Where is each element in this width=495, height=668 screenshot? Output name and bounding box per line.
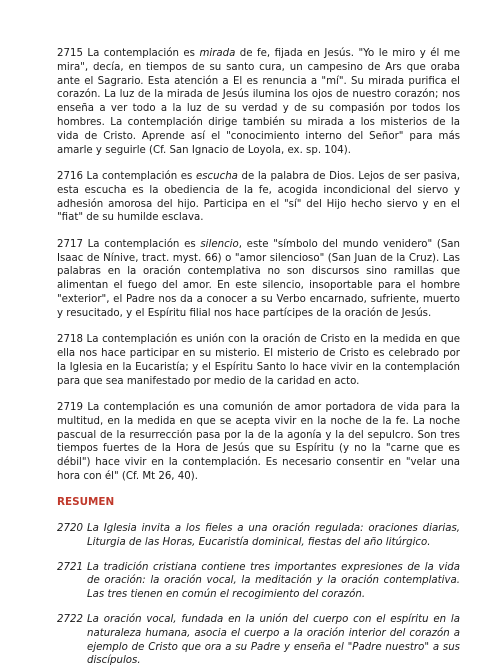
- paragraph-2716: [57, 170, 460, 225]
- paragraph-emphasis: escucha: [195, 170, 238, 182]
- summary-item-2721: [57, 561, 460, 602]
- summary-text: La Iglesia invita a los fieles a una oración regulada: oraciones diarias, Liturgia de las Horas, Eucaristía dominical, fiestas del año litúrgico.: [87, 523, 460, 548]
- summary-number: 2722: [57, 614, 83, 626]
- paragraph-emphasis: mirada: [199, 48, 236, 59]
- paragraph-text: 2716 La contemplación es: [57, 170, 196, 182]
- paragraph-emphasis: silencio: [200, 238, 239, 250]
- paragraph-2717: [57, 238, 460, 321]
- summary-number: 2720: [57, 523, 83, 535]
- paragraph-2715: [57, 47, 460, 157]
- paragraph-text: de fe, fijada en Jesús. "Yo le miro y él me mira", decía, en tiempos de su santo cura, un campesino de Ars que oraba ante el Sagrario. Esta atención a El es renuncia a "mí". Su mirada purifica el corazón. La luz de la mirada de Jesús ilumina los ojos de nuestro corazón; nos enseña a ver todo a la luz de su verdad y de su compasión por todos los hombres. La contemplación dirige también su mirada a los misterios de la vida de Cristo. Aprende así el "conocimiento interno del Señor" para más amarle y seguirle (Cf. San Ignacio de Loyola, ex. sp. 104).: [57, 48, 460, 156]
- summary-item-2722: [57, 613, 460, 668]
- summary-item-2720: [57, 522, 460, 550]
- paragraph-text: 2717 La contemplación es: [57, 238, 201, 250]
- summary-number: 2721: [57, 561, 83, 573]
- summary-text: La tradición cristiana contiene tres importantes expresiones de la vida de oración: la oración vocal, la meditación y la oración contemplativa. Las tres tienen en común el recogimiento del corazón.: [87, 561, 460, 601]
- paragraph-text: 2718 La contemplación es unión con la oración de Cristo en la medida en que ella nos hace participar en su misterio. El misterio de Cristo es celebrado por la Iglesia en la Eucaristía; y el Espíritu Santo lo hace vivir en la contemplación para que sea manifestado por medio de la caridad en acto.: [57, 334, 460, 387]
- paragraph-2719: [57, 401, 460, 484]
- paragraph-text: 2715 La contemplación es: [57, 48, 200, 59]
- paragraph-text: de la palabra de Dios. Lejos de ser pasiva, esta escucha es la obediencia de la fe, acogida incondicional del siervo y adhesión amorosa del hijo. Participa en el "sí" del Hijo hecho siervo y en el "fiat" de su humilde esclava.: [57, 170, 460, 224]
- paragraph-text: , este "símbolo del mundo venidero" (San Isaac de Nínive, tract. myst. 66) o "amor silencioso" (San Juan de la Cruz). Las palabras en la oración contemplativa no son discursos sino ramillas que alimentan el fuego del amor. En este silencio, insoportable para el hombre "exterior", el Padre nos da a conocer a su Verbo encarnado, sufriente, muerto y resucitado, y el Espíritu filial nos hace partícipes de la oración de Jesús.: [57, 238, 460, 319]
- summary-text: La oración vocal, fundada en la unión del cuerpo con el espíritu en la naturaleza humana, asocia el cuerpo a la oración interior del corazón a ejemplo de Cristo que ora a su Padre y enseña el "Padre nuestro" a sus discípulos.: [87, 614, 460, 667]
- paragraph-text: 2719 La contemplación es una comunión de amor portadora de vida para la multitud, en la medida en que se acepta vivir en la noche de la fe. La noche pascual de la resurrección pasa por la de la agonía y la del sepulcro. Son tres tiempos fuertes de la Hora de Jesús que su Espíritu (y no la "carne que es débil") hace vivir en la contemplación. Es necesario consentir en "velar una hora con él" (Cf. Mt 26, 40).: [57, 401, 460, 482]
- paragraph-2718: [57, 333, 460, 388]
- resumen-heading: RESUMEN: [57, 496, 115, 509]
